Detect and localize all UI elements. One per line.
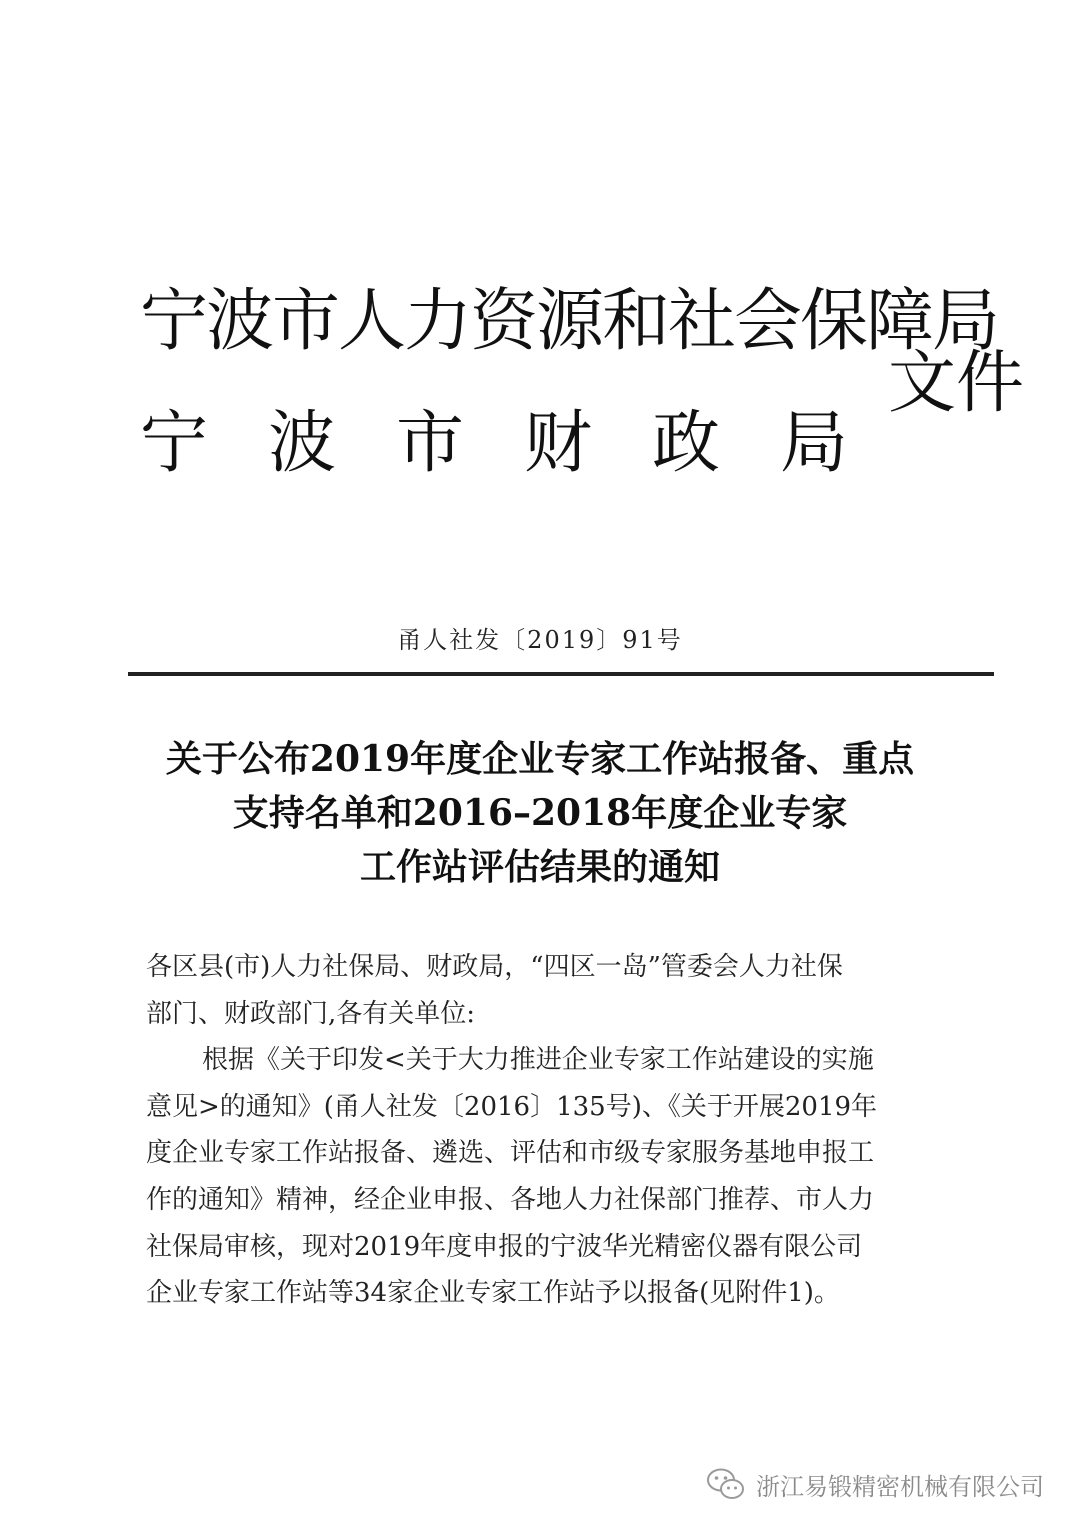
title-line-3: 工作站评估结果的通知	[359, 846, 720, 888]
title-line-1: 关于公布2019年度企业专家工作站报备、重点	[165, 738, 915, 780]
document-header	[140, 282, 1040, 502]
watermark-text: 浙江易锻精密机械有限公司	[756, 1472, 1044, 1501]
body-line-6: 作的通知》精神，经企业申报、各地人力社保部门推荐、市人力	[146, 1184, 875, 1215]
title-line-2: 支持名单和2016–2018年度企业专家	[232, 792, 848, 834]
issuer-line-1: 宁波市人力资源和社会保障局	[140, 282, 999, 361]
document-title	[100, 732, 980, 894]
wechat-icon	[706, 1467, 746, 1501]
body-line-3: 根据《关于印发<关于大力推进企业专家工作站建设的实施	[202, 1045, 874, 1076]
body-line-4: 意见>的通知》(甬人社发〔2016〕135号)、《关于开展2019年	[146, 1091, 878, 1122]
body-line-2: 部门、财政部门,各有关单位:	[146, 998, 476, 1029]
doc-type-label: 文件	[888, 344, 1025, 423]
body-line-1: 各区县(市)人力社保局、财政局，“四区一岛”管委会人力社保	[146, 952, 843, 982]
body-line-8: 企业专家工作站等34家企业专家工作站予以报备(见附件1)。	[146, 1278, 840, 1309]
document-number: 甬人社发〔2019〕91号	[397, 626, 683, 654]
issuer-line-2: 宁波市财政局	[140, 404, 909, 483]
document-body	[146, 944, 946, 1317]
body-line-7: 社保局审核，现对2019年度申报的宁波华光精密仪器有限公司	[146, 1231, 863, 1262]
source-watermark	[706, 1462, 1044, 1506]
body-line-5: 度企业专家工作站报备、遴选、评估和市级专家服务基地申报工	[146, 1138, 875, 1169]
header-divider	[128, 672, 994, 676]
